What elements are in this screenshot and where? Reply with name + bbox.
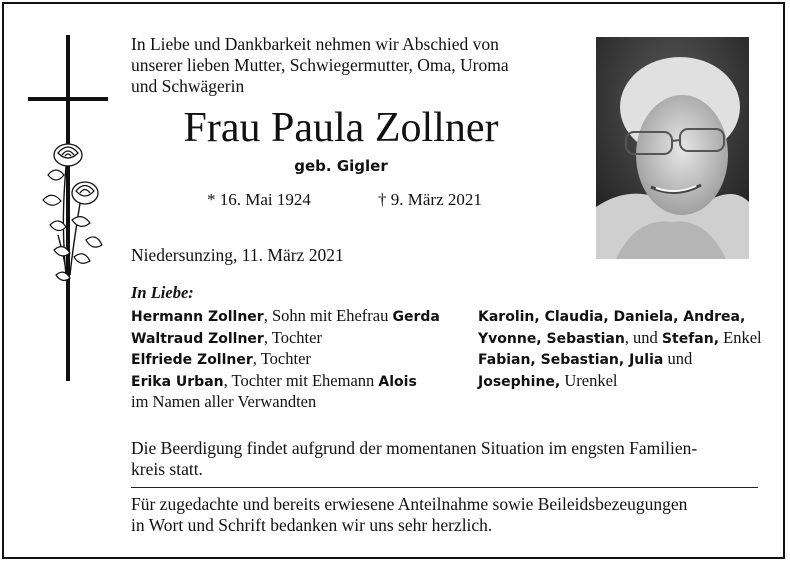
family-line: Erika Urban, Tochter mit Ehemann Alois — [131, 370, 417, 390]
family-line: Karolin, Claudia, Daniela, Andrea, — [478, 309, 746, 325]
family-list-left — [131, 306, 471, 412]
family-line: Fabian, Sebastian, Julia und — [478, 349, 693, 368]
family-line: Elfriede Zollner, Tochter — [131, 349, 311, 368]
thanks-line: Für zugedachte und bereits erwiesene Anteilnahme sowie Beileidsbezeugungen — [131, 494, 688, 514]
thanks-line: in Wort und Schrift bedanken wir uns sehr herzlich. — [131, 515, 493, 535]
family-list-right — [478, 306, 768, 392]
divider — [131, 487, 758, 488]
thanks-text — [131, 494, 758, 536]
intro-line: und Schwägerin — [131, 76, 245, 96]
family-line: Yvonne, Sebastian, und Stefan, Enkel — [478, 327, 762, 347]
deceased-name: Frau Paula Zollner — [183, 105, 499, 151]
death-symbol: † — [378, 190, 387, 209]
family-line: Josephine, Urenkel — [478, 370, 618, 390]
birth-date: * 16. Mai 1924 — [207, 190, 311, 209]
portrait-photo — [596, 37, 749, 259]
intro-text — [131, 34, 571, 97]
family-line: Waltraud Zollner, Tochter — [131, 327, 322, 347]
funeral-line: kreis statt. — [131, 459, 203, 479]
intro-line: In Liebe und Dankbarkeit nehmen wir Abschied von — [131, 34, 499, 54]
family-line: im Namen aller Verwandten — [131, 392, 317, 411]
funeral-line: Die Beerdigung findet aufgrund der momentanen Situation im engsten Familien- — [131, 438, 698, 458]
funeral-notice — [131, 438, 758, 480]
maiden-name: geb. Gigler — [294, 157, 388, 175]
cross-with-roses-icon — [28, 35, 108, 385]
intro-line: unserer lieben Mutter, Schwiegermutter, Oma, Uroma — [131, 55, 509, 75]
family-heading: In Liebe: — [131, 283, 194, 302]
death-date: † 9. März 2021 — [378, 190, 482, 209]
family-line: Hermann Zollner, Sohn mit Ehefrau Gerda — [131, 306, 440, 325]
place-date: Niedersunzing, 11. März 2021 — [131, 245, 344, 265]
birth-symbol: * — [207, 190, 216, 209]
